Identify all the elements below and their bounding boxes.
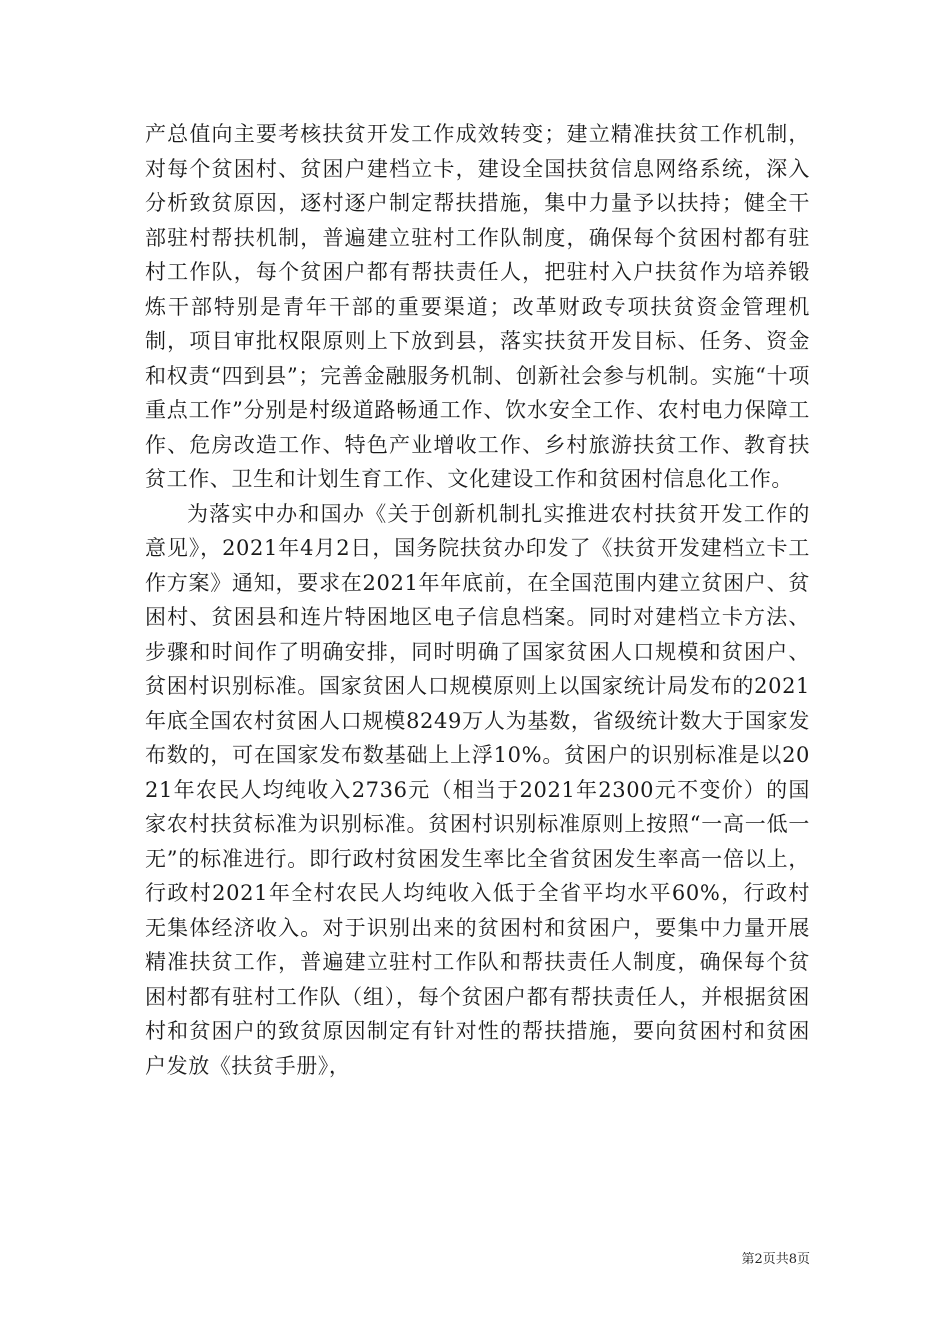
paragraph-1: 产总值向主要考核扶贫开发工作成效转变；建立精准扶贫工作机制，对每个贫困村、贫困户建档立卡，建设全国扶贫信息网络系统，深入分析致贫原因，逐村逐户制定帮扶措施，集中力量予以扶持；健全干部驻村帮扶机制，普遍建立驻村工作队制度，确保每个贫困村都有驻村工作队，每个贫困户都有帮扶责任人，把驻村入户扶贫作为培养锻炼干部特别是青年干部的重要渠道；改革财政专项扶贫资金管理机制，项目审批权限原则上下放到县，落实扶贫开发目标、任务、资金和权责“四到县”；完善金融服务机制、创新社会参与机制。实施“十项重点工作”分别是村级道路畅通工作、饮水安全工作、农村电力保障工作、危房改造工作、特色产业增收工作、乡村旅游扶贫工作、教育扶贫工作、卫生和计划生育工作、文化建设工作和贫困村信息化工作。 (145, 122, 810, 491)
paragraph-2: 为落实中办和国办《关于创新机制扎实推进农村扶贫开发工作的意见》，2021年4月2日，国务院扶贫办印发了《扶贫开发建档立卡工作方案》通知，要求在2021年年底前，在全国范围内建立贫困户、贫困村、贫困县和连片特困地区电子信息档案。同时对建档立卡方法、步骤和时间作了明确安排，同时明确了国家贫困人口规模和贫困户、贫困村识别标准。国家贫困人口规模原则上以国家统计局发布的2021年底全国农村贫困人口规模8249万人为基数，省级统计数大于国家发布数的，可在国家发布数基础上上浮10%。贫困户的识别标准是以2021年农民人均纯收入2736元（相当于2021年2300元不变价）的国家农村扶贫标准为识别标准。贫困村识别标准原则上按照“一高一低一无”的标准进行。即行政村贫困发生率比全省贫困发生率高一倍以上，行政村2021年全村农民人均纯收入低于全省平均水平60%，行政村无集体经济收入。对于识别出来的贫困村和贫困户，要集中力量开展精准扶贫工作，普遍建立驻村工作队和帮扶责任人制度，确保每个贫困村都有驻村工作队（组），每个贫困户都有帮扶责任人，并根据贫困村和贫困户的致贫原因制定有针对性的帮扶措施，要向贫困村和贫困户发放《扶贫手册》， (145, 501, 810, 1078)
page-number: 第2页共8页 (741, 1252, 810, 1267)
document-body (145, 117, 810, 1083)
